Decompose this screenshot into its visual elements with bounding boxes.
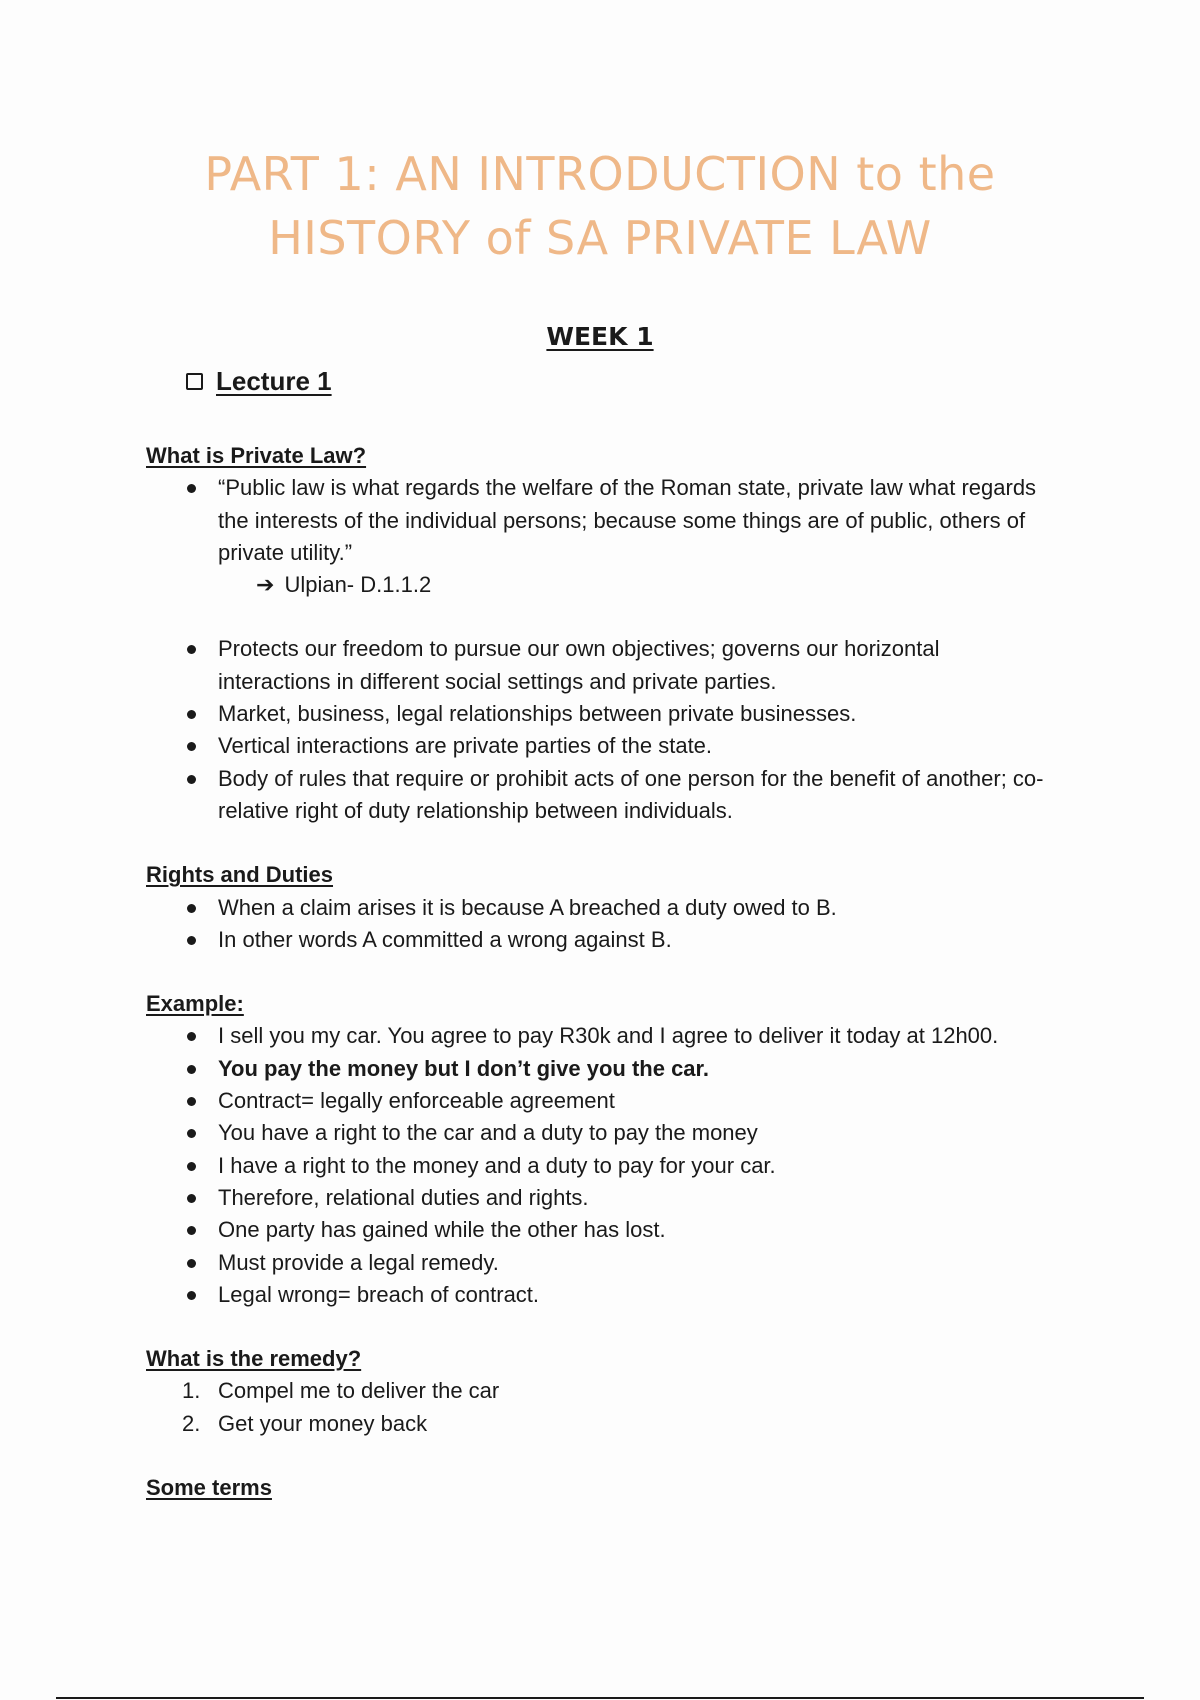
- list-item: Contract= legally enforceable agreement: [146, 1085, 1046, 1117]
- title-line-1: PART 1: AN INTRODUCTION to the: [204, 147, 996, 201]
- title-line-2: HISTORY of SA PRIVATE LAW: [268, 211, 932, 265]
- list-item: One party has gained while the other has lost.: [146, 1214, 1046, 1246]
- document-title: [0, 142, 1200, 270]
- item-number: 2.: [182, 1410, 201, 1436]
- lecture-checklist-item[interactable]: [186, 366, 332, 397]
- notes-body: [146, 440, 1046, 1504]
- private-law-quote-list: [146, 472, 1046, 569]
- list-item: I sell you my car. You agree to pay R30k and I agree to deliver it today at 12h00.: [146, 1020, 1046, 1052]
- numbered-item: [146, 1408, 1046, 1440]
- list-item: Body of rules that require or prohibit acts of one person for the benefit of another; co-relative right of duty relationship between individuals.: [146, 763, 1046, 828]
- page-bottom-rule: [56, 1697, 1144, 1699]
- list-item: Market, business, legal relationships between private businesses.: [146, 698, 1046, 730]
- item-number: 1.: [182, 1378, 201, 1404]
- private-law-bullets: [146, 633, 1046, 827]
- arrow-icon: ➔: [256, 572, 275, 598]
- remedy-list: [146, 1375, 1046, 1440]
- item-text: Get your money back: [218, 1410, 428, 1436]
- example-bullets: [146, 1020, 1046, 1311]
- list-item: You have a right to the car and a duty to pay the money: [146, 1117, 1046, 1149]
- list-item: In other words A committed a wrong against B.: [146, 924, 1046, 956]
- list-item: “Public law is what regards the welfare of the Roman state, private law what regards the interests of the individual persons; because some things are of public, others of private utility.”: [146, 472, 1046, 569]
- section-heading-rights-duties: Rights and Duties: [146, 862, 334, 888]
- citation-line: [146, 569, 1046, 601]
- list-item: Vertical interactions are private parties of the state.: [146, 730, 1046, 762]
- list-item: Protects our freedom to pursue our own objectives; governs our horizontal interactions in different social settings and private parties.: [146, 633, 1046, 698]
- list-item: When a claim arises it is because A breached a duty owed to B.: [146, 892, 1046, 924]
- citation-text: Ulpian- D.1.1.2: [284, 572, 432, 598]
- lecture-label: Lecture 1: [216, 366, 332, 396]
- item-text: Compel me to deliver the car: [218, 1378, 500, 1404]
- list-item: I have a right to the money and a duty to pay for your car.: [146, 1150, 1046, 1182]
- rights-duties-bullets: [146, 892, 1046, 957]
- checkbox-icon[interactable]: [186, 373, 203, 390]
- section-heading-private-law: What is Private Law?: [146, 443, 367, 468]
- week-heading: WEEK 1: [546, 322, 654, 351]
- list-item-bold: You pay the money but I don’t give you the car.: [146, 1053, 1046, 1085]
- list-item: Legal wrong= breach of contract.: [146, 1279, 1046, 1311]
- list-item: Must provide a legal remedy.: [146, 1247, 1046, 1279]
- numbered-item: [146, 1375, 1046, 1407]
- section-heading-example: Example:: [146, 991, 244, 1017]
- list-item: Therefore, relational duties and rights.: [146, 1182, 1046, 1214]
- section-heading-terms: Some terms: [146, 1475, 272, 1501]
- section-heading-remedy: What is the remedy?: [146, 1346, 362, 1372]
